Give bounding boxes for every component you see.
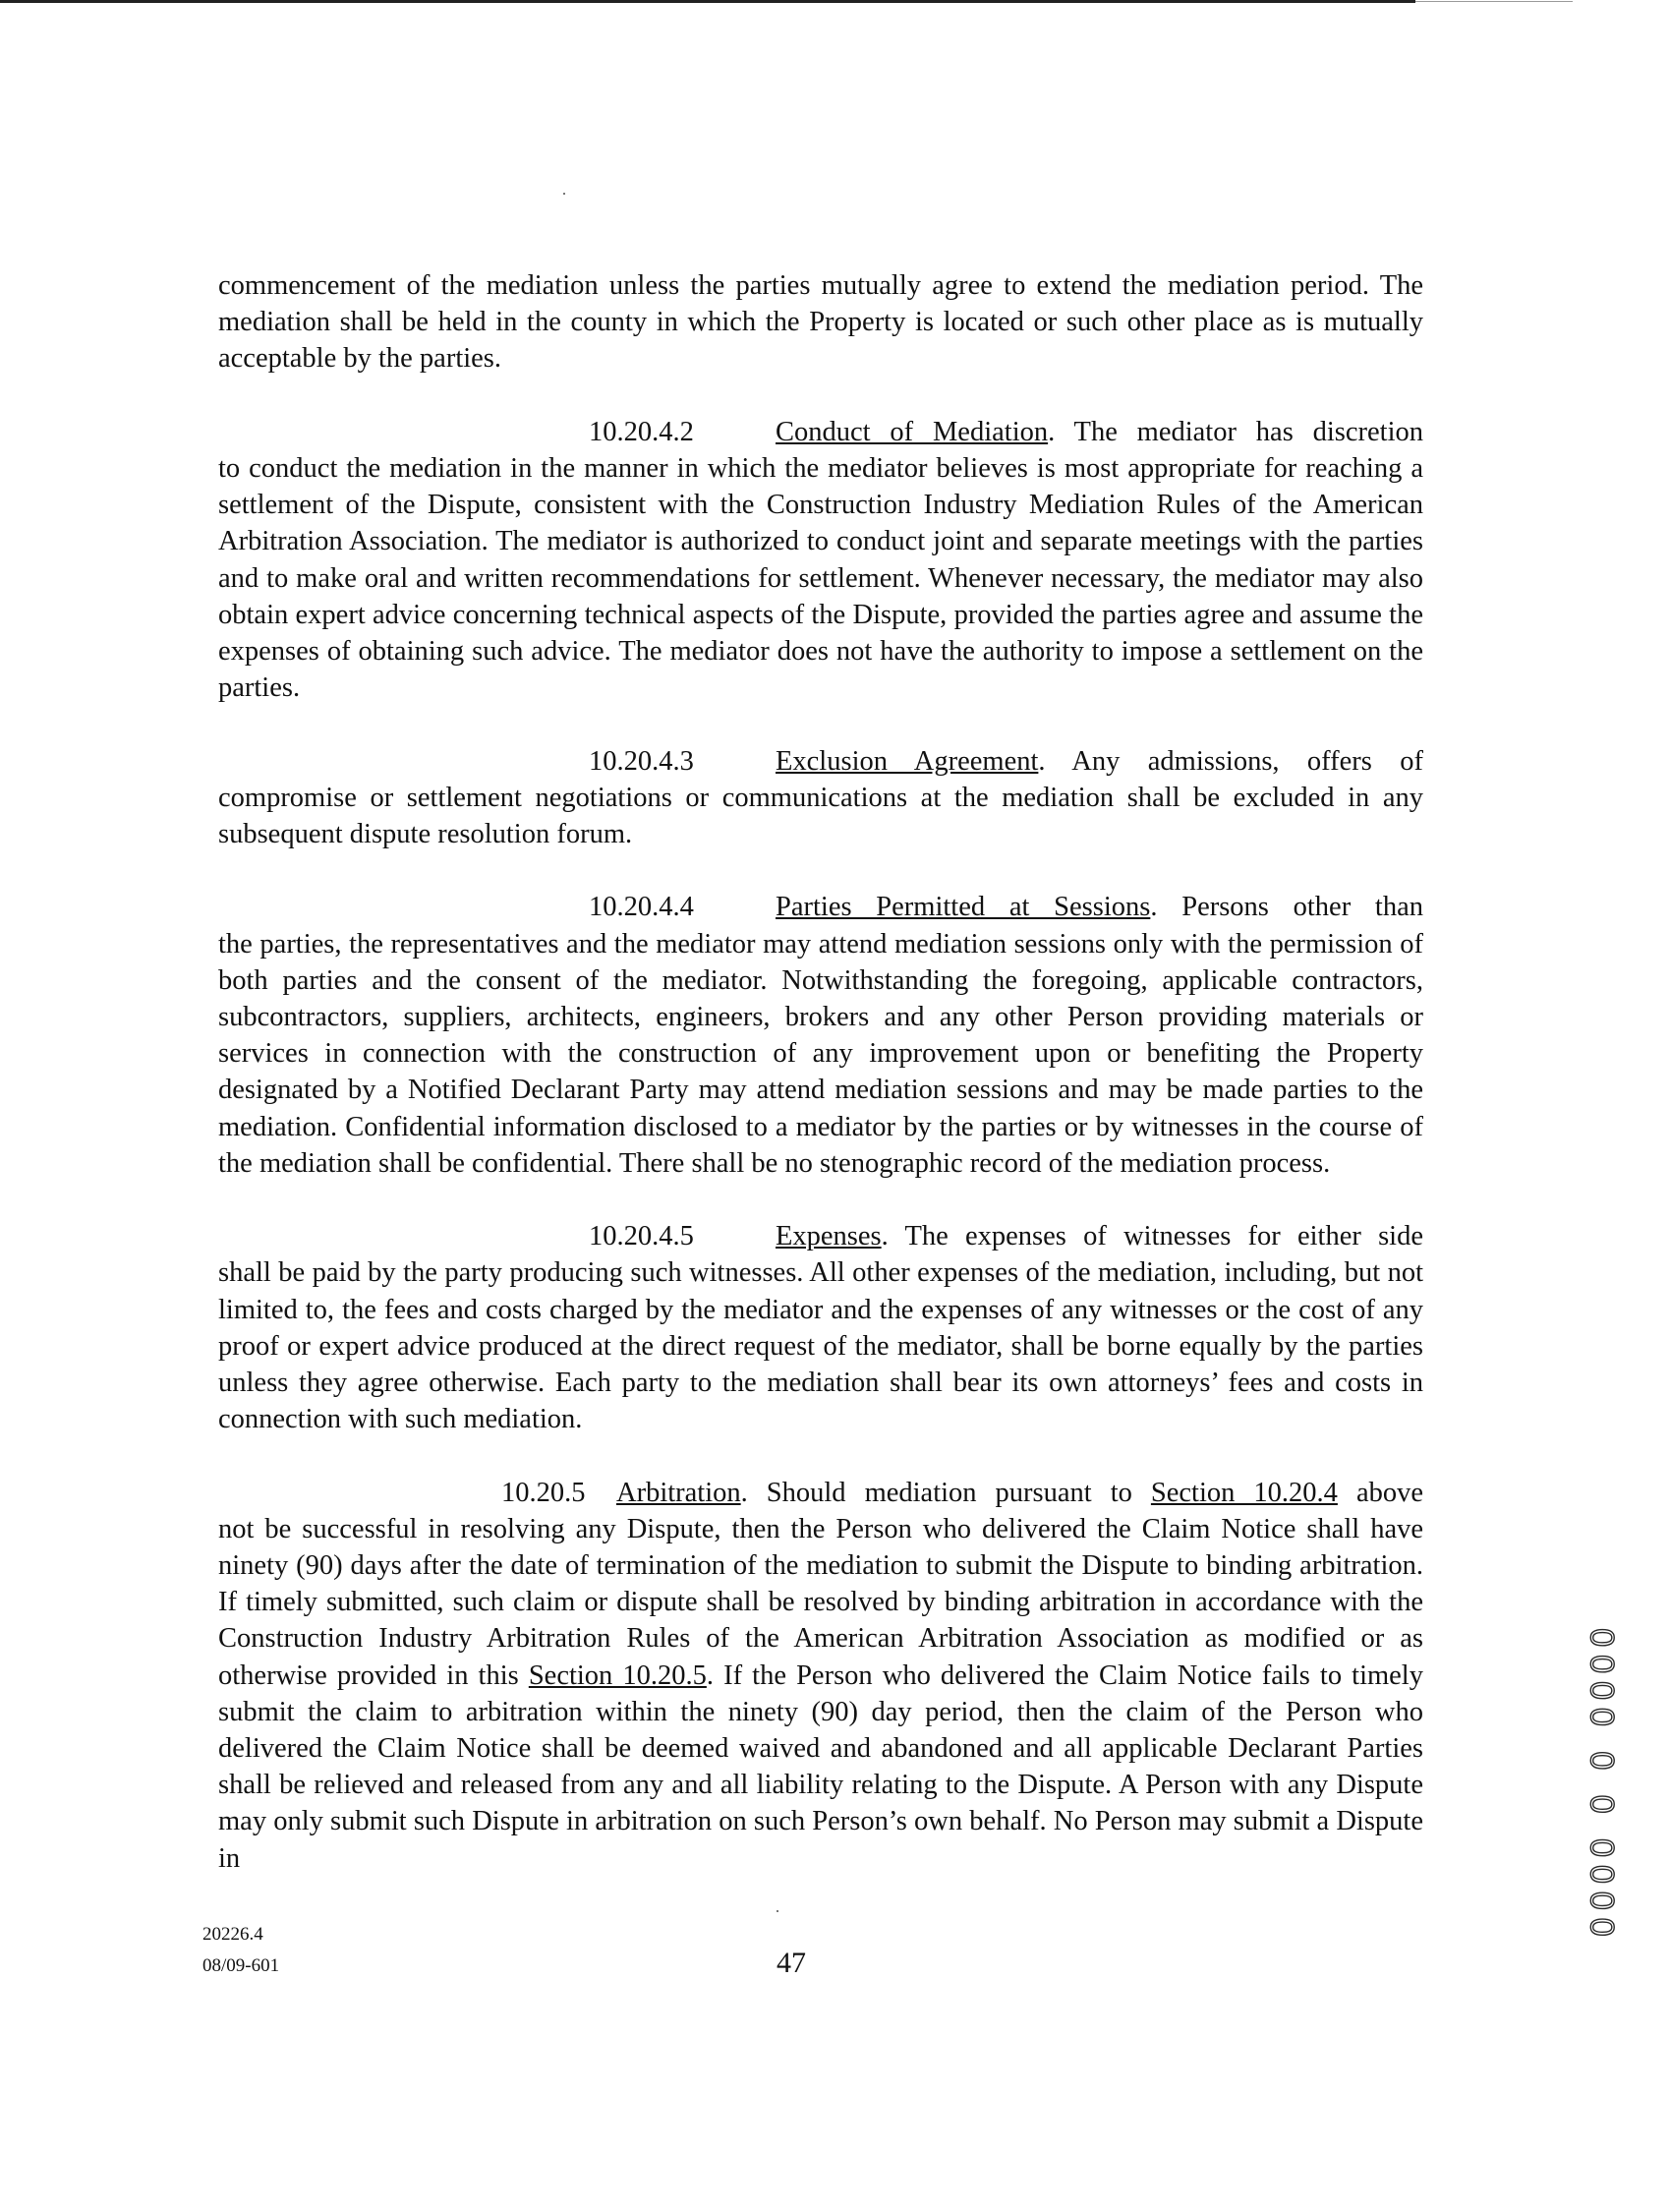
- section-number: 10.20.4.2: [589, 416, 694, 447]
- footer-doc-number: 20226.4: [202, 1924, 263, 1945]
- footer-doc-code: 08/09-601: [202, 1955, 280, 1976]
- section-heading-line: [218, 743, 1423, 780]
- section-heading-line: [218, 414, 1423, 450]
- section-10-20-4-3: [218, 743, 1423, 853]
- section-10-20-4-4: [218, 889, 1423, 1182]
- section-lead: . Should mediation pursuant to: [740, 1477, 1132, 1508]
- section-lead-end: above: [1355, 1477, 1423, 1508]
- footer-document-id: [202, 1919, 279, 1982]
- section-number: 10.20.4.3: [589, 745, 694, 777]
- section-heading-line: [218, 889, 1423, 925]
- section-body: compromise or settlement negotiations or communications at the mediation shall be excluded in any subsequent dispute resolution forum.: [218, 782, 1423, 850]
- section-title: Parties Permitted at Sessions: [776, 892, 1151, 923]
- section-lead: . Persons other than: [1150, 892, 1423, 923]
- document-body: [218, 267, 1423, 1877]
- section-heading-line: [218, 1218, 1423, 1254]
- section-body: the parties, the representatives and the mediator may attend mediation sessions only with the permission of both parties and the consent of the mediator. Notwithstanding the foregoing, applicable contractors, subcontractors, suppliers, architects, engineers, brokers and any other Person providing materials or services in connection with the construction of any improvement upon or benefiting the Property designated by a Notified Declarant Party may attend mediation sessions and may be made parties to the mediation. Confidential information disclosed to a mediator by the parties or by witnesses in the course of the mediation shall be confidential. There shall be no stenographic record of the mediation process.: [218, 928, 1423, 1179]
- section-body: shall be paid by the party producing such witnesses. All other expenses of the mediation, including, but not limited to, the fees and costs charged by the mediator and the expenses of any witnesses or the cost of any proof or expert advice produced at the direct request of the mediator, shall be borne equally by the parties unless they agree otherwise. Each party to the mediation shall bear its own attorneys’ fees and costs in connection with such mediation.: [218, 1257, 1423, 1435]
- section-title: Expenses: [776, 1221, 882, 1252]
- section-body: not be successful in resolving any Dispute, then the Person who delivered the Claim Notice shall have ninety (90) days after the date of termination of the mediation to submit the Dispute to binding arbitration. If timely submitted, such claim or dispute shall be resolved by binding arbitration in accordance with the Construction Industry Arbitration Rules of the American Arbitration Association as modified or as otherwise provided in this: [218, 1513, 1423, 1691]
- section-reference: Section 10.20.4: [1150, 1477, 1338, 1508]
- margin-stamp-text: 0000 0 0 0000: [1583, 1628, 1621, 1945]
- margin-recording-stamp: [1582, 1628, 1621, 1945]
- section-body-continued: . If the Person who delivered the Claim Notice fails to timely submit the claim to arbitration within the ninety (90) day period, then the claim of the Person who delivered the Claim Notice shall be deemed waived and abandoned and all applicable Declarant Parties shall be relieved and released from any and all liability relating to the Dispute. A Person with any Dispute may only submit such Dispute in arbitration on such Person’s own behalf. No Person may submit a Dispute in: [218, 1659, 1423, 1874]
- scan-speck: [563, 193, 565, 195]
- section-10-20-4-2: [218, 414, 1423, 707]
- section-lead: . The expenses of witnesses for either side: [881, 1221, 1423, 1252]
- section-lead: . The mediator has discretion: [1048, 416, 1423, 447]
- section-number: 10.20.4.5: [589, 1221, 694, 1252]
- section-lead: . Any admissions, offers of: [1038, 745, 1423, 777]
- section-number: 10.20.5: [501, 1477, 586, 1508]
- top-scan-rule-fade: [1415, 1, 1573, 2]
- paragraph-continuation: commencement of the mediation unless the parties mutually agree to extend the mediation period. The mediation shall be held in the county in which the Property is located or such other place as is mutually acceptable by the parties.: [218, 270, 1423, 375]
- top-scan-rule: [0, 0, 1415, 3]
- section-title: Arbitration: [616, 1477, 741, 1508]
- scan-speck: [777, 1910, 778, 1912]
- section-body: to conduct the mediation in the manner in which the mediator believes is most appropriate for reaching a settlement of the Dispute, consistent with the Construction Industry Mediation Rules of the American Arbitration Association. The mediator is authorized to conduct joint and separate meetings with the parties and to make oral and written recommendations for settlement. Whenever necessary, the mediator may also obtain expert advice concerning technical aspects of the Dispute, provided the parties agree and assume the expenses of obtaining such advice. The mediator does not have the authority to impose a settlement on the parties.: [218, 453, 1423, 704]
- section-title: Exclusion Agreement: [776, 745, 1039, 777]
- section-10-20-4-5: [218, 1218, 1423, 1437]
- section-number: 10.20.4.4: [589, 892, 694, 923]
- page-number: 47: [777, 1947, 806, 1979]
- section-reference: Section 10.20.5: [528, 1659, 707, 1691]
- section-heading-line: [218, 1475, 1423, 1511]
- section-10-20-5: [218, 1475, 1423, 1877]
- section-title: Conduct of Mediation: [776, 416, 1049, 447]
